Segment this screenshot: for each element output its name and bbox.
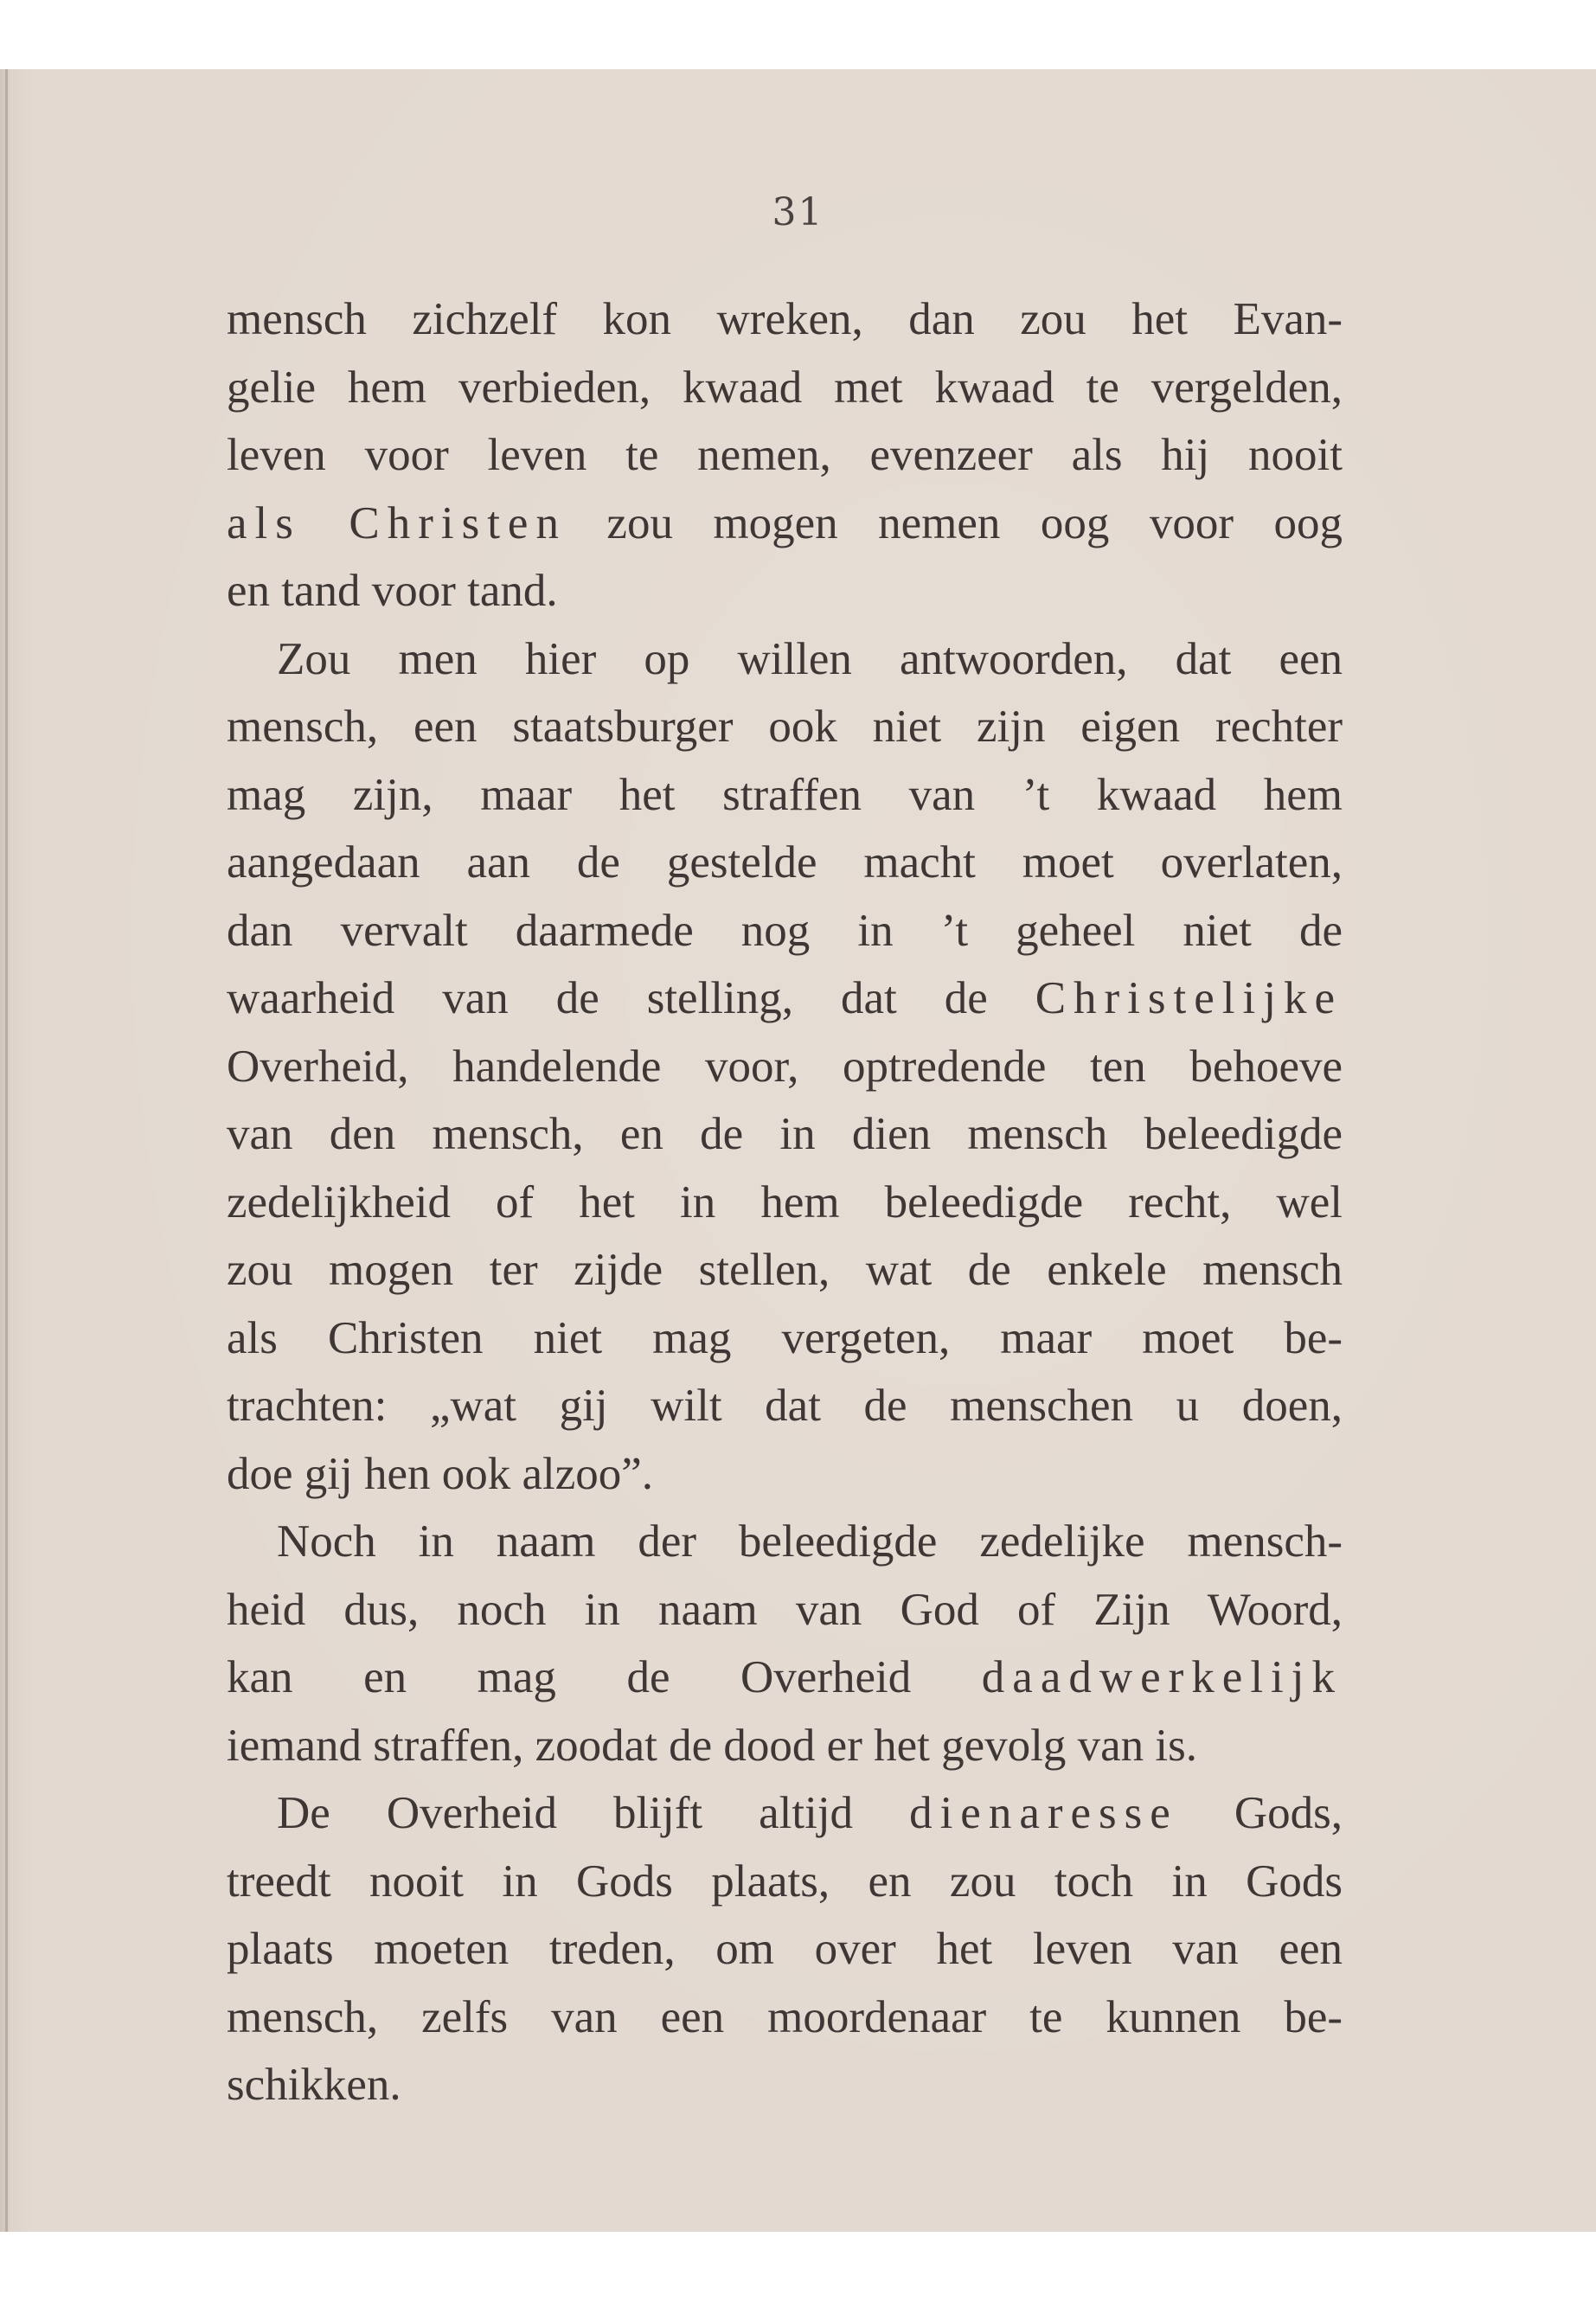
text-line — [227, 1779, 1343, 1848]
text-run: schikken. — [227, 2060, 401, 2110]
text-line — [227, 285, 1343, 354]
text-run: dan vervalt daarmede nog in ’t geheel niet de — [227, 905, 1343, 956]
page-binding-edge — [5, 69, 8, 2232]
text-run: mensch, een staatsburger ook niet zijn eigen rechter — [227, 702, 1343, 752]
text-line — [227, 1100, 1343, 1169]
text-line — [227, 897, 1343, 965]
text-run: van den mensch, en de in dien mensch beleedigde — [227, 1109, 1343, 1159]
spaced-emphasis-text: daadwerkelijk — [981, 1652, 1343, 1702]
spaced-emphasis-text: dienaresse — [909, 1788, 1178, 1838]
text-line — [227, 1304, 1343, 1373]
text-run: trachten: „wat gij wilt dat de menschen u doen, — [227, 1381, 1343, 1431]
text-line — [227, 1984, 1343, 2052]
text-line — [227, 557, 1343, 625]
text-run: Overheid, handelende voor, optredende ten behoeve — [227, 1041, 1343, 1092]
text-run: kan en mag de Overheid — [227, 1652, 982, 1702]
text-line — [227, 1440, 1343, 1509]
text-run: waarheid van de stelling, dat de — [227, 973, 1035, 1023]
page-number: 31 — [772, 190, 824, 234]
spaced-emphasis-text: Christelijke — [1035, 973, 1343, 1023]
text-run: Gods, — [1177, 1788, 1343, 1838]
text-run: aangedaan aan de gestelde macht moet overlaten, — [227, 837, 1343, 888]
text-line — [227, 1712, 1343, 1780]
text-run: treedt nooit in Gods plaats, en zou toch in Gods — [227, 1856, 1343, 1907]
text-line — [227, 1033, 1343, 1101]
text-line — [227, 1848, 1343, 1916]
text-run: zou mogen nemen oog voor oog — [566, 497, 1343, 548]
text-line — [227, 1372, 1343, 1440]
book-page — [0, 69, 1596, 2232]
text-line — [227, 1576, 1343, 1644]
text-line — [227, 625, 1343, 694]
text-line — [227, 829, 1343, 897]
text-line — [227, 761, 1343, 830]
text-line — [227, 490, 1343, 558]
text-line — [227, 693, 1343, 761]
text-run: mag zijn, maar het straffen van ’t kwaad hem — [227, 769, 1343, 820]
text-run: Zou men hier op willen antwoorden, dat een — [277, 633, 1343, 684]
text-line — [227, 1169, 1343, 1237]
text-run: als Christen niet mag vergeten, maar moet be- — [227, 1312, 1343, 1363]
text-run: iemand straffen, zoodat de dood er het gevolg van is. — [227, 1720, 1197, 1771]
text-line — [227, 1508, 1343, 1576]
text-run: mensch zichzelf kon wreken, dan zou het Evan- — [227, 294, 1343, 344]
text-line — [227, 1236, 1343, 1304]
text-line — [227, 421, 1343, 490]
text-run: Noch in naam der beleedigde zedelijke mensch- — [277, 1516, 1343, 1567]
text-run: heid dus, noch in naam van God of Zijn Woord, — [227, 1584, 1343, 1635]
text-run: mensch, zelfs van een moordenaar te kunnen be- — [227, 1991, 1343, 2042]
text-run: plaats moeten treden, om over het leven van een — [227, 1924, 1343, 1974]
text-line — [227, 1915, 1343, 1984]
text-run: zou mogen ter zijde stellen, wat de enkele mensch — [227, 1245, 1343, 1295]
text-line — [227, 1644, 1343, 1712]
text-line — [227, 965, 1343, 1033]
text-run: en tand voor tand. — [227, 566, 558, 616]
spaced-emphasis-text: als Christen — [227, 497, 567, 548]
text-run: zedelijkheid of het in hem beleedigde recht, wel — [227, 1176, 1343, 1227]
text-run: leven voor leven te nemen, evenzeer als hij nooit — [227, 430, 1343, 480]
text-line — [227, 354, 1343, 422]
text-line — [227, 2051, 1343, 2119]
body-text — [227, 285, 1343, 2119]
text-run: doe gij hen ook alzoo”. — [227, 1448, 654, 1499]
text-run: De Overheid blijft altijd — [277, 1788, 910, 1838]
text-run: gelie hem verbieden, kwaad met kwaad te vergelden, — [227, 362, 1343, 413]
